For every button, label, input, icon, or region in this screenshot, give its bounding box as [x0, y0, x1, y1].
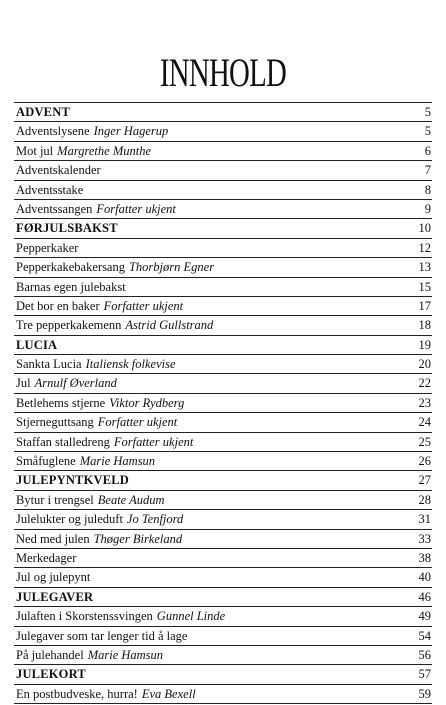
page-number: 40 [418, 570, 431, 585]
entry-title-text: Adventskalender [16, 163, 101, 178]
entry-title [16, 278, 126, 296]
entry-title-text: Adventsstake [16, 182, 84, 197]
entry-title-text: Adventssangen [16, 201, 93, 216]
page-number: 5 [424, 124, 431, 139]
entry-title-text: JULEGAVER [16, 589, 94, 604]
section-title [16, 103, 70, 121]
entry-title [16, 413, 177, 431]
page-number: 23 [418, 395, 431, 410]
table-of-contents [14, 102, 432, 704]
entry-author: Jo Tenfjord [126, 512, 184, 527]
page-number: 20 [418, 357, 431, 372]
toc-entry-row [14, 355, 432, 374]
page-number: 54 [418, 628, 431, 643]
section-title [16, 336, 57, 354]
entry-title [16, 568, 90, 586]
page-number: 24 [418, 415, 431, 430]
page-number: 6 [424, 143, 431, 158]
toc-entry-row [14, 316, 432, 335]
entry-title [16, 685, 196, 703]
page-number: 15 [418, 279, 431, 294]
page-number: 57 [418, 667, 431, 682]
page-number: 8 [424, 182, 431, 197]
entry-title [16, 316, 213, 334]
toc-entry-row [14, 394, 432, 413]
page-number: 33 [418, 531, 431, 546]
page-number: 19 [418, 337, 431, 352]
entry-author: Forfatter ukjent [97, 415, 178, 430]
entry-title-text: FØRJULSBAKST [16, 221, 118, 236]
page-number: 28 [418, 492, 431, 507]
entry-title-text: Staffan stalledreng [16, 434, 110, 449]
entry-title [16, 627, 187, 645]
toc-entry-row [14, 142, 432, 161]
entry-title-text: Mot jul [16, 143, 54, 158]
page-number: 25 [418, 434, 431, 449]
entry-title [16, 355, 176, 373]
toc-entry-row [14, 181, 432, 200]
entry-author: Inger Hagerup [93, 124, 169, 139]
entry-title-text: JULEPYNTKVELD [16, 473, 130, 488]
page-number: 49 [418, 609, 431, 624]
page-number: 27 [418, 473, 431, 488]
section-title [16, 471, 129, 489]
entry-title-text: En postbudveske, hurra! [16, 686, 138, 701]
entry-title [16, 297, 183, 315]
page-number: 46 [418, 589, 431, 604]
toc-entry-row [14, 161, 432, 180]
page-number: 9 [424, 201, 431, 216]
entry-author: Thøger Birkeland [93, 531, 183, 546]
entry-title [16, 394, 184, 412]
page-number: 26 [418, 454, 431, 469]
toc-entry-row [14, 258, 432, 277]
entry-title [16, 374, 117, 392]
entry-title-text: Det bor en baker [16, 298, 100, 313]
entry-author: Beate Audum [97, 492, 165, 507]
entry-title-text: Pepperkakebakersang [16, 260, 125, 275]
entry-title-text: Julaften i Skorstenssvingen [16, 609, 153, 624]
entry-title-text: Barnas egen julebakst [16, 279, 126, 294]
entry-title-text: Julelukter og juleduft [16, 512, 123, 527]
entry-title [16, 122, 168, 140]
entry-title-text: Ned med julen [16, 531, 90, 546]
page-number: 7 [424, 163, 431, 178]
entry-author: Italiensk folkevise [85, 357, 176, 372]
entry-title-text: ADVENT [16, 105, 70, 119]
entry-title [16, 181, 83, 199]
entry-title [16, 491, 165, 509]
entry-author: Thorbjørn Egner [128, 260, 215, 275]
section-title [16, 219, 118, 237]
entry-title-text: Jul [16, 376, 31, 391]
entry-title-text: Sankta Lucia [16, 357, 82, 372]
page-number: 31 [418, 512, 431, 527]
toc-entry-row [14, 685, 432, 704]
toc-entry-row [14, 122, 432, 141]
toc-entry-row [14, 549, 432, 568]
entry-title-text: Stjerneguttsang [16, 415, 94, 430]
entry-title-text: LUCIA [16, 337, 58, 352]
entry-author: Eva Bexell [141, 686, 196, 701]
toc-entry-row [14, 530, 432, 549]
entry-title-text: JULEKORT [16, 667, 86, 682]
toc-entry-row [14, 374, 432, 393]
toc-section-row [14, 336, 432, 355]
toc-entry-row [14, 200, 432, 219]
entry-title-text: Julegaver som tar lenger tid å lage [16, 628, 188, 643]
entry-title-text: Bytur i trengsel [16, 492, 94, 507]
entry-title [16, 510, 183, 528]
toc-entry-row [14, 433, 432, 452]
toc-entry-row [14, 239, 432, 258]
entry-title-text: Pepperkaker [16, 240, 79, 255]
entry-title-text: Adventslysene [16, 124, 90, 139]
toc-entry-row [14, 297, 432, 316]
toc-section-row [14, 588, 432, 607]
entry-title [16, 258, 214, 276]
entry-title [16, 607, 225, 625]
toc-section-row [14, 471, 432, 490]
entry-title [16, 530, 182, 548]
section-title [16, 665, 86, 683]
page-number: 5 [424, 105, 431, 119]
entry-title [16, 239, 78, 257]
entry-author: Margrethe Munthe [57, 143, 152, 158]
toc-entry-row [14, 278, 432, 297]
entry-title [16, 646, 163, 664]
entry-title [16, 549, 76, 567]
entry-title-text: Betlehems stjerne [16, 395, 106, 410]
toc-entry-row [14, 413, 432, 432]
entry-author: Viktor Rydberg [109, 395, 185, 410]
entry-author: Forfatter ukjent [96, 201, 176, 216]
entry-author: Forfatter ukjent [113, 434, 194, 449]
page-number: 38 [418, 550, 431, 565]
entry-title-text: Tre pepperkakemenn [16, 318, 122, 333]
toc-entry-row [14, 510, 432, 529]
entry-title [16, 161, 101, 179]
page-number: 12 [418, 240, 431, 255]
page-number: 18 [418, 318, 431, 333]
entry-author: Gunnel Linde [156, 609, 226, 624]
entry-title [16, 433, 193, 451]
page-number: 59 [418, 686, 431, 701]
entry-title [16, 452, 155, 470]
toc-section-row [14, 219, 432, 238]
entry-title-text: Merkedager [16, 550, 77, 565]
toc-entry-row [14, 491, 432, 510]
entry-title [16, 200, 176, 218]
page-number: 22 [418, 376, 431, 391]
page-number: 13 [418, 260, 431, 275]
entry-author: Forfatter ukjent [103, 298, 184, 313]
section-title [16, 588, 93, 606]
toc-entry-row [14, 646, 432, 665]
toc-entry-row [14, 568, 432, 587]
toc-entry-row [14, 452, 432, 471]
entry-title-text: Jul og julepynt [16, 570, 91, 585]
entry-author: Astrid Gullstrand [125, 318, 214, 333]
entry-title [16, 142, 151, 160]
page-title: INNHOLD [159, 49, 287, 95]
page-number: 17 [418, 298, 431, 313]
toc-entry-row [14, 607, 432, 626]
toc-section-row [14, 102, 432, 122]
page-number: 10 [418, 221, 431, 236]
page-number: 56 [418, 647, 431, 662]
entry-author: Marie Hamsun [87, 647, 164, 662]
toc-entry-row [14, 627, 432, 646]
toc-section-row [14, 665, 432, 684]
entry-title-text: På julehandel [16, 647, 84, 662]
entry-author: Arnulf Øverland [34, 376, 117, 391]
entry-author: Marie Hamsun [79, 454, 156, 469]
entry-title-text: Småfuglene [16, 454, 76, 469]
